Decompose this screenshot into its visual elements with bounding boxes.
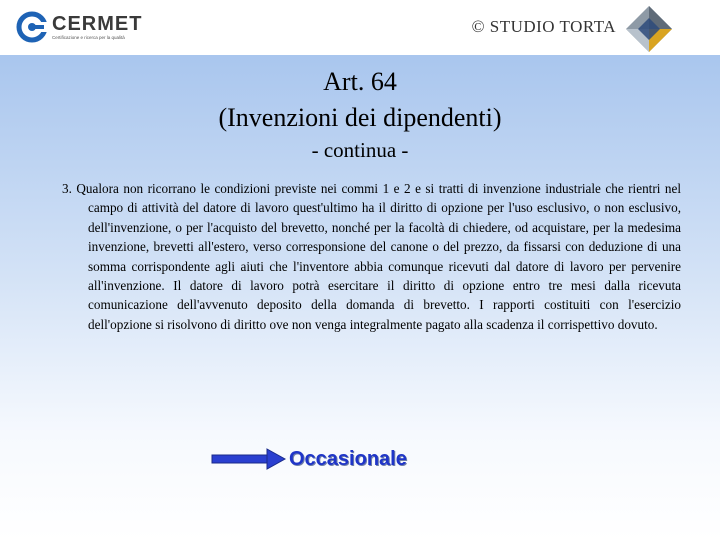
diamond-logo-icon [624,4,674,54]
studio-copyright: © STUDIO TORTA [471,17,616,36]
cermet-logo [16,10,146,44]
logo-tagline: Certificazione e ricerca per la qualità [52,35,125,40]
logo-name: CERMET [52,13,143,35]
occasionale-link[interactable]: Occasionale [289,448,407,470]
arrow-right-icon[interactable] [211,447,287,471]
article-paragraph: 3. Qualora non ricorrano le condizioni previste nei commi 1 e 2 e si tratti di invenzione industriale che rientri nel campo di attività del datore di lavoro quest'ultimo ha il diritto di opzione per l'uso esclusivo, o non esclusivo, dell'invenzione, o per l'acquisto del brevetto, nonché per la facoltà di chiedere, od acquistare, per la medesima invenzione, brevetti all'estero, verso corresponsione del canone o del prezzo, da fissarsi con deduzione di una somma corrispondente agli aiuti che l'inventore abbia comunque ricevuti dal datore di lavoro per pervenire all'invenzione. Il datore di lavoro potrà esercitare il diritto di opzione entro tre mesi dalla ricevuta comunicazione dell'avvenuto deposito della domanda di brevetto. I rapporti costituiti con l'esercizio dell'opzione si risolvono di diritto ove non venga integralmente pagato alla scadenza il corrispettivo dovuto. [62,181,681,332]
slide-title-article: Art. 64 [323,67,397,96]
slide-body [0,55,720,540]
slide-title-topic: (Invenzioni dei dipendenti) [218,103,502,132]
header [0,0,720,55]
slide-subtitle: - continua - [311,138,409,162]
cermet-logo-icon [16,10,50,44]
